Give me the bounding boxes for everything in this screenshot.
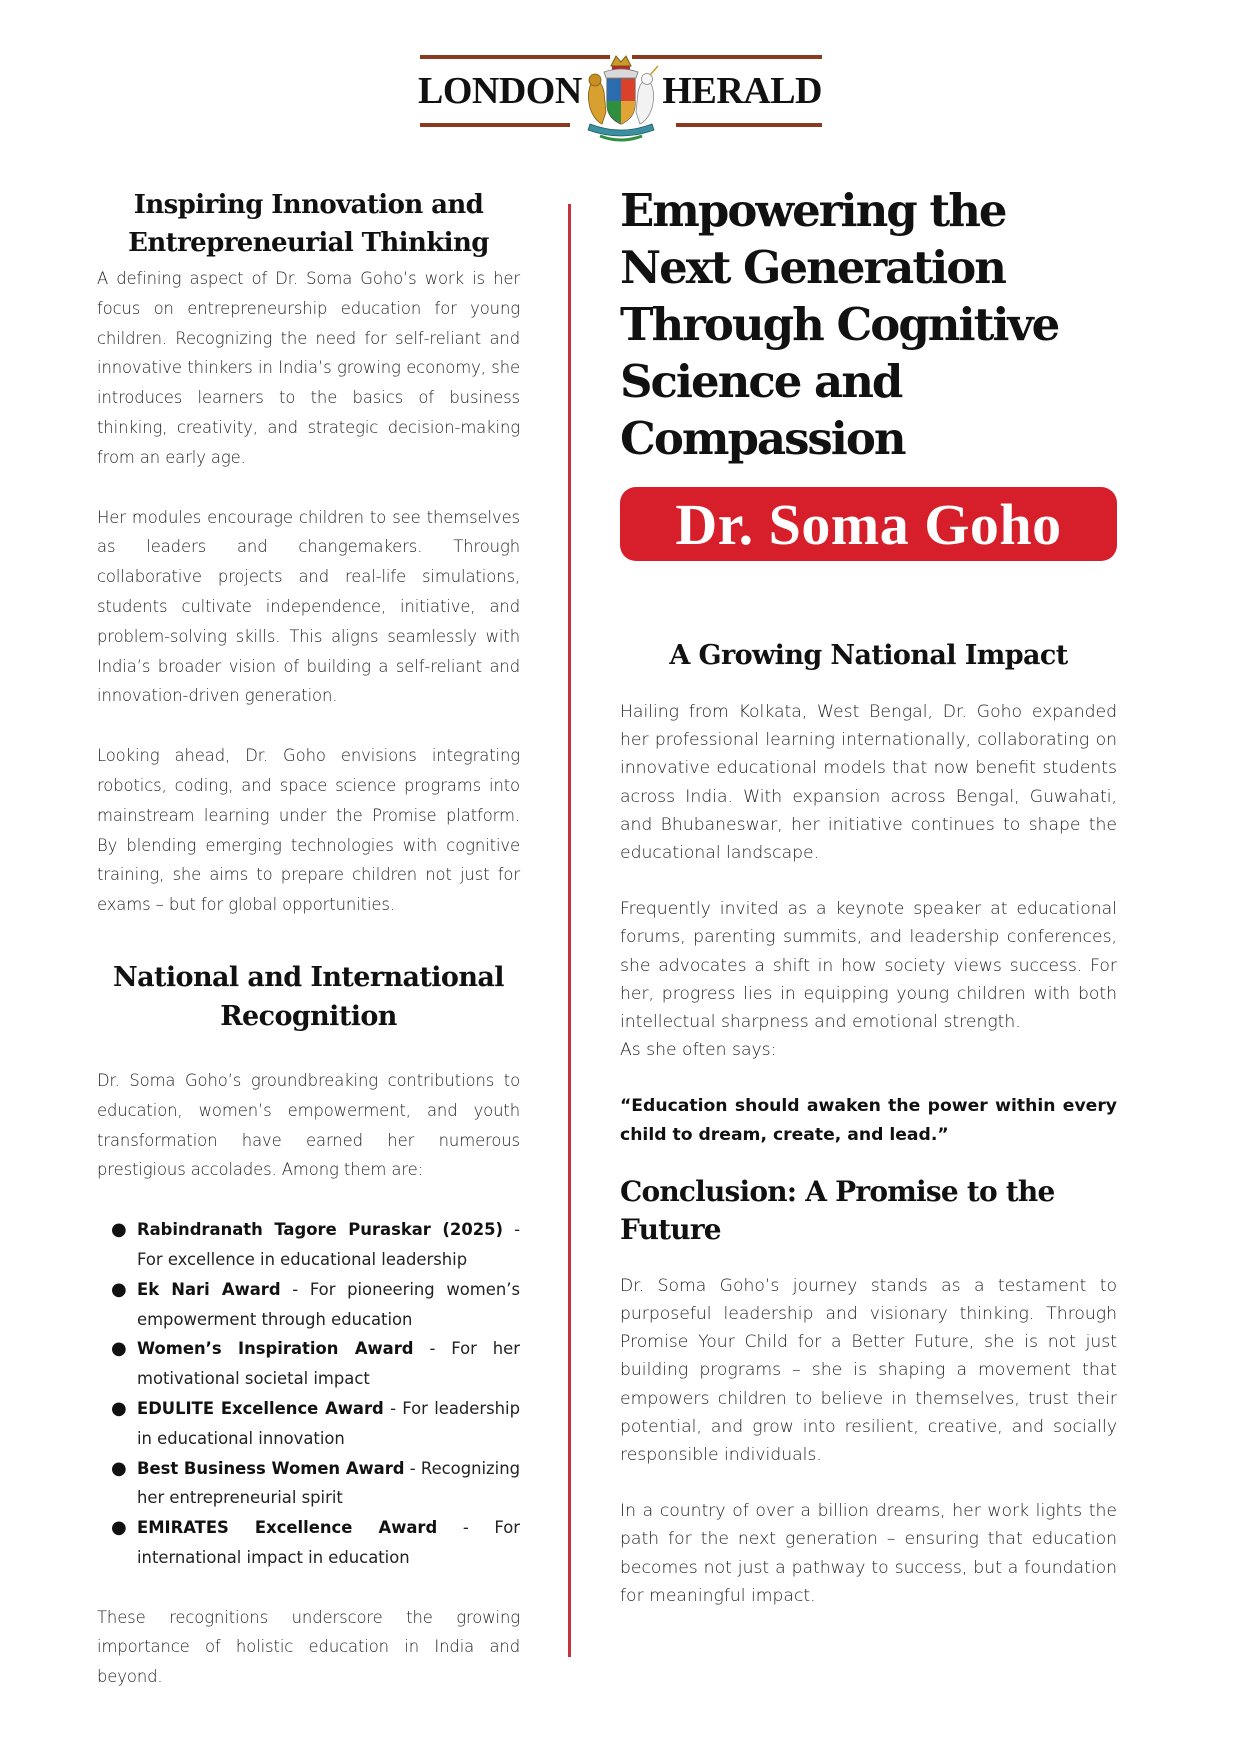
award-description: - For leadership in educational innovation bbox=[137, 1398, 520, 1448]
section-heading-innovation: Inspiring Innovation and Entrepreneurial Thinking bbox=[128, 190, 489, 258]
award-description: - For pioneering women’s empowerment through education bbox=[137, 1279, 520, 1329]
left-column bbox=[97, 186, 520, 1692]
bullet-icon: ● bbox=[111, 1397, 127, 1419]
award-item bbox=[97, 1394, 520, 1454]
paragraph: A defining aspect of Dr. Soma Goho’s work is her focus on entrepreneurship education for young children. Recognizing the need for self-reliant and innovative thinkers in India’s growing economy, she introduces learners to the basics of business thinking, creativity, and strategic decision-making from an early age. bbox=[97, 269, 520, 467]
award-name: Rabindranath Tagore Puraskar (2025) bbox=[137, 1220, 504, 1240]
paragraph: Dr. Soma Goho’s journey stands as a testament to purposeful leadership and visionary thinking. Through Promise Your Child for a Better Future, she is not just building programs – she is shaping a movement that empowers children to believe in themselves, trust their potential, and grow into resilient, creative, and socially responsible individuals. bbox=[620, 1275, 1117, 1466]
column-divider bbox=[568, 204, 571, 1657]
pull-quote: “Education should awaken the power within every child to dream, create, and lead.” bbox=[620, 1096, 1117, 1145]
bullet-icon: ● bbox=[111, 1219, 127, 1241]
article-headline: Empowering the Next Generation Through Cognitive Science and Compassion bbox=[620, 184, 1059, 465]
name-badge bbox=[620, 487, 1117, 561]
masthead-title-right: HERALD bbox=[662, 70, 822, 112]
paragraph: Hailing from Kolkata, West Bengal, Dr. Goho expanded her professional learning internationally, collaborating on innovative educational models that now benefit students across India. With expansion across Bengal, Guwahati, and Bhubaneswar, her initiative continues to shape the educational landscape. bbox=[620, 702, 1117, 864]
award-name: Women’s Inspiration Award bbox=[137, 1339, 414, 1359]
masthead bbox=[418, 52, 822, 144]
masthead-title-left: LONDON bbox=[418, 70, 582, 112]
award-item bbox=[97, 1454, 520, 1514]
bullet-icon: ● bbox=[111, 1278, 127, 1300]
award-item bbox=[97, 1275, 520, 1335]
right-column bbox=[620, 182, 1117, 1610]
award-item bbox=[97, 1215, 520, 1275]
bullet-icon: ● bbox=[111, 1338, 127, 1360]
paragraph: Frequently invited as a keynote speaker at educational forums, parenting summits, and leadership conferences, she advocates a shift in how society views success. For her, progress lies in equipping young children with both intellectual sharpness and emotional strength. bbox=[620, 899, 1117, 1033]
award-item bbox=[97, 1513, 520, 1573]
award-name: Best Business Women Award bbox=[137, 1458, 405, 1478]
paragraph: Her modules encourage children to see themselves as leaders and changemakers. Through collaborative projects and real-life simulations, students cultivate independence, initiative, and problem-solving skills. This aligns seamlessly with India’s broader vision of building a self-reliant and innovation-driven generation. bbox=[97, 507, 520, 706]
paragraph: Dr. Soma Goho’s groundbreaking contributions to education, women’s empowerment, and youth transformation have earned her numerous prestigious accolades. Among them are: bbox=[97, 1070, 520, 1180]
paragraph: Looking ahead, Dr. Goho envisions integrating robotics, coding, and space science programs into mainstream learning under the Promise platform. By blending emerging technologies with cognitive training, she aims to prepare children not just for exams – but for global opportunities. bbox=[97, 746, 520, 915]
section-heading-conclusion: Conclusion: A Promise to the Future bbox=[620, 1174, 1055, 1246]
award-description: - Recognizing her entrepreneurial spirit bbox=[137, 1458, 520, 1508]
award-name: Ek Nari Award bbox=[137, 1279, 281, 1299]
royal-coat-of-arms-icon bbox=[576, 52, 666, 144]
section-heading-national-impact: A Growing National Impact bbox=[669, 640, 1068, 671]
paragraph: In a country of over a billion dreams, her work lights the path for the next generation – ensuring that education becomes not just a pathway to success, but a foundation for meaningful impact. bbox=[620, 1501, 1117, 1606]
award-name: EMIRATES Excellence Award bbox=[137, 1518, 438, 1538]
awards-list bbox=[97, 1215, 520, 1573]
award-item bbox=[97, 1334, 520, 1394]
masthead-rule-bottom-right bbox=[676, 123, 822, 127]
paragraph: These recognitions underscore the growing importance of holistic education in India and beyond. bbox=[97, 1607, 520, 1687]
award-name: EDULITE Excellence Award bbox=[137, 1398, 384, 1418]
masthead-rule-bottom-left bbox=[420, 123, 570, 127]
name-badge-text: Dr. Soma Goho bbox=[675, 491, 1062, 557]
bullet-icon: ● bbox=[111, 1517, 127, 1539]
section-heading-recognition: National and International Recognition bbox=[113, 961, 504, 1032]
award-description: - For her motivational societal impact bbox=[137, 1339, 520, 1389]
quote-intro: As she often says: bbox=[620, 1040, 777, 1061]
award-description: - For international impact in education bbox=[137, 1518, 520, 1567]
bullet-icon: ● bbox=[111, 1457, 127, 1479]
award-description: - For excellence in educational leadership bbox=[137, 1220, 521, 1269]
